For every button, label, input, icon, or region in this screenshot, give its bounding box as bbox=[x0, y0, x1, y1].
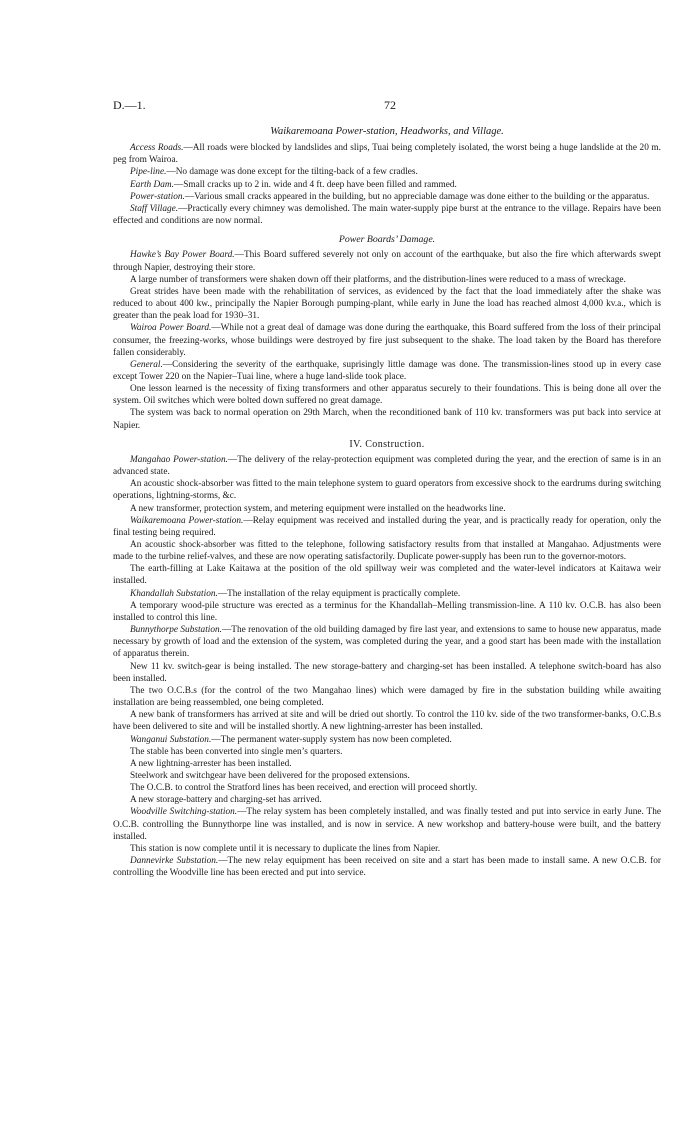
paragraph bbox=[113, 454, 661, 478]
paragraph bbox=[113, 142, 661, 166]
paragraph bbox=[113, 855, 661, 879]
paragraph bbox=[113, 478, 661, 502]
paragraph bbox=[113, 359, 661, 383]
section-heading-waikaremoana: Waikaremoana Power-station, Headworks, and Village. bbox=[270, 126, 504, 137]
paragraph bbox=[113, 758, 661, 770]
paragraph-text: —The permanent water-supply system has now been completed. bbox=[211, 734, 452, 745]
paragraph-text: A new lightning-arrester has been installed. bbox=[130, 758, 292, 769]
paragraph-text: New 11 kv. switch-gear is being installed. The new storage-battery and charging-set has been installed. A telephone switch-board has also been installed. bbox=[113, 661, 661, 684]
paragraph bbox=[113, 794, 661, 806]
paragraph bbox=[113, 709, 661, 733]
paragraph-text: An acoustic shock-absorber was fitted to the main telephone system to guard operators from excessive shock to the eardrums during switching operations, lightning-storms, &c. bbox=[113, 479, 661, 502]
paragraph bbox=[113, 539, 661, 563]
paragraph bbox=[113, 249, 661, 273]
paragraph-text: —While not a great deal of damage was done during the earthquake, this Board suffered from the loss of their principal consumer, the freezing-works, whose buildings were destroyed by fire just subsequent to the shake. The load taken by the Board has therefore fallen considerably. bbox=[113, 323, 661, 358]
paragraph-text: —The renovation of the old building damaged by fire last year, and extensions to same to house new apparatus, made necessary by growth of load and the extension of the system, was completed during the year, and a good start has been made with the installation of apparatus therein. bbox=[113, 625, 661, 660]
paragraph-text: A new transformer, protection system, and metering equipment were installed on the headworks line. bbox=[130, 503, 506, 514]
paragraph bbox=[113, 563, 661, 587]
paragraph-text: The stable has been converted into single men’s quarters. bbox=[130, 746, 343, 757]
section-heading-power-boards: Power Boards’ Damage. bbox=[338, 234, 436, 246]
document-reference: D.—1. bbox=[113, 98, 146, 112]
paragraph-lead: Bunnythorpe Substation. bbox=[130, 625, 222, 636]
paragraph-lead: Staff Village. bbox=[130, 203, 179, 214]
paragraph-text: —Practically every chimney was demolished. The main water-supply pipe burst at the entrance to the village. Repairs have been effected and conditions are now normal. bbox=[113, 203, 662, 227]
paragraph: The system was back to normal operation on 29th March, when the reconditioned bank of 110 kv. transformers was put back into service at Napier. bbox=[113, 408, 661, 431]
paragraph-lead: Access Roads. bbox=[130, 143, 184, 154]
page-body bbox=[113, 124, 661, 879]
paragraph-text: —Small cracks up to 2 in. wide and 4 ft. deep have been filled and rammed. bbox=[173, 179, 457, 190]
construction-section bbox=[113, 454, 661, 879]
page-header bbox=[113, 98, 667, 114]
paragraph-lead: Pipe-line. bbox=[130, 167, 167, 178]
paragraph bbox=[113, 515, 661, 539]
paragraph-text: —The delivery of the relay-protection equipment was completed during the year, and the erection of same is in an advanced state. bbox=[113, 454, 661, 478]
paragraph-text: A temporary wood-pile structure was erected as a terminus for the Khandallah–Melling transmission-line. A 110 kv. O.C.B. has also been installed to control this line. bbox=[113, 600, 661, 623]
paragraph bbox=[113, 624, 661, 660]
paragraph-lead: Earth Dam. bbox=[130, 179, 174, 190]
paragraph-lead: Mangahao Power-station. bbox=[130, 454, 228, 465]
paragraph bbox=[113, 322, 661, 358]
paragraph bbox=[113, 806, 661, 842]
paragraph bbox=[113, 734, 661, 746]
paragraph-text: —The new relay equipment has been received on site and a start has been made to install same. A new O.C.B. for controlling the Woodville line has been erected and put into service. bbox=[113, 856, 661, 879]
paragraph bbox=[113, 746, 661, 758]
paragraph bbox=[113, 685, 661, 709]
paragraph-text: —Considering the severity of the earthquake, suprisingly little damage was done. The transmission-lines stood up in every case except Tower 220 on the Napier–Tuai line, where a huge land-slide took place. bbox=[113, 359, 661, 382]
paragraph-lead: Dannevirke Substation. bbox=[130, 856, 219, 867]
paragraph-lead: Wanganui Substation. bbox=[130, 734, 212, 745]
paragraph: A large number of transformers were shaken down off their platforms, and the distribution-lines were reduced to a mass of wreckage. bbox=[130, 274, 626, 285]
paragraph-text: The O.C.B. to control the Stratford lines has been received, and erection will proceed shortly. bbox=[130, 783, 478, 794]
paragraph-text: —Relay equipment was received and installed during the year, and is practically ready for operation, only the final testing being required. bbox=[113, 515, 662, 538]
paragraph-text: An acoustic shock-absorber was fitted to the telephone, following satisfactory results from that installed at Mangahao. Adjustments were made to the turbine relief-valves, and these are now operating satisfactorily. Duplicate power-supply has been run to the governor-motors. bbox=[113, 540, 661, 563]
paragraph-lead: Waikaremoana Power-station. bbox=[130, 515, 244, 526]
paragraph-lead: Woodville Switching-station. bbox=[130, 807, 238, 818]
paragraph-text: —Various small cracks appeared in the building, but no appreciable damage was done either to the building or the apparatus. bbox=[184, 191, 650, 202]
paragraph-text: A new storage-battery and charging-set has arrived. bbox=[130, 795, 322, 806]
paragraph-lead: Khandallah Substation. bbox=[130, 588, 218, 599]
paragraph-lead: General. bbox=[130, 359, 163, 370]
paragraph bbox=[113, 588, 661, 600]
paragraph bbox=[113, 843, 661, 855]
paragraph-lead: Power-station. bbox=[130, 191, 185, 202]
paragraph-text: —This Board suffered severely not only on account of the earthquake, but also the fire which afterwards swept through Napier, destroying their store. bbox=[113, 250, 661, 273]
paragraph-text: —No damage was done except for the tilting-back of a few cradles. bbox=[166, 167, 418, 178]
paragraph-text: The two O.C.B.s (for the control of the two Mangahao lines) which were damaged by fire in the substation building while awaiting installation are being reassembled, one being completed. bbox=[113, 685, 661, 709]
paragraph bbox=[113, 661, 661, 685]
page-number: 72 bbox=[384, 98, 396, 112]
paragraph: Great strides have been made with the rehabilitation of services, as evidenced by the fact that the load immediately after the shake was reduced to about 400 kw., principally the Napier Borough pumping-plant, while early in June the load has reached almost 4,000 kv.a., which is greater than the peak load for 1930–31. bbox=[113, 286, 661, 322]
paragraph bbox=[113, 770, 661, 782]
paragraph-text: The earth-filling at Lake Kaitawa at the position of the old spillway weir was completed and the water-level indicators at Kaitawa weir installed. bbox=[113, 564, 661, 587]
paragraph-text: —The installation of the relay equipment is practically complete. bbox=[217, 588, 461, 599]
paragraph-lead: Wairoa Power Board. bbox=[130, 323, 212, 334]
paragraph bbox=[113, 600, 661, 624]
section-heading-construction: IV. Construction. bbox=[349, 438, 425, 450]
paragraph: One lesson learned is the necessity of fixing transformers and other apparatus securely to their foundations. This is being done all over the system. Oil switches which were bolted down suffered no great damage. bbox=[113, 384, 661, 407]
paragraph bbox=[113, 179, 661, 191]
paragraph-text: —All roads were blocked by landslides and slips, Tuai being completely isolated, the worst being a huge landslide at the 20 m. peg from Wairoa. bbox=[113, 143, 661, 166]
paragraph bbox=[113, 191, 661, 203]
paragraph-text: A new bank of transformers has arrived at site and will be dried out shortly. To control the 110 kv. side of the two transformer-banks, O.C.B.s have been delivered to site and will be installed shortly. A new lightning-arrester has been installed. bbox=[113, 710, 661, 733]
paragraph-lead: Hawke’s Bay Power Board. bbox=[130, 250, 235, 261]
paragraph-text: Steelwork and switchgear have been delivered for the proposed extensions. bbox=[130, 770, 410, 781]
paragraph-text: —The relay system has been completely installed, and was finally tested and put into service in early June. The O.C.B. controlling the Bunnythorpe line was installed, and is now in service. A new workshop and battery-house were built, and the battery installed. bbox=[113, 807, 661, 842]
paragraph bbox=[113, 782, 661, 794]
paragraph bbox=[113, 166, 661, 178]
paragraph bbox=[113, 503, 661, 515]
paragraph bbox=[113, 203, 661, 227]
paragraph-text: This station is now complete until it is necessary to duplicate the lines from Napier. bbox=[130, 843, 441, 854]
